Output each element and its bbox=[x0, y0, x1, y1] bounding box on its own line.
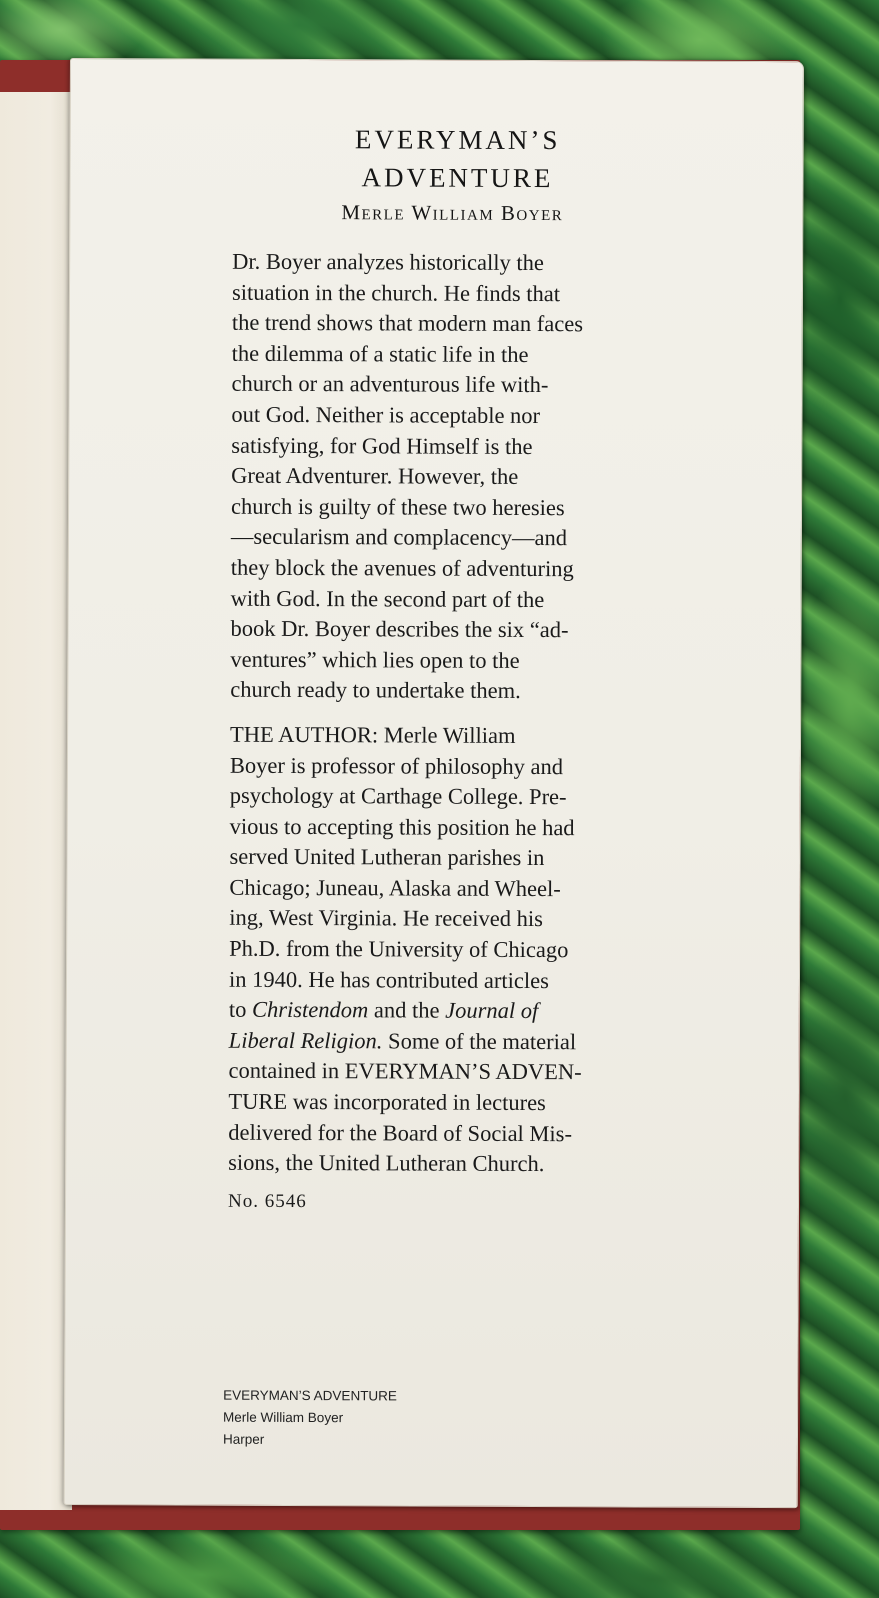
bio-line: contained in EVERYMAN’S ADVEN- bbox=[228, 1058, 582, 1085]
title-line-2: ADVENTURE bbox=[361, 162, 554, 194]
blurb-line: church ready to undertake them. bbox=[230, 677, 521, 704]
blurb-line: the trend shows that modern man faces bbox=[231, 309, 584, 337]
bio-line: Ph.D. from the University of Chicago bbox=[229, 935, 569, 963]
publication-name: Liberal Religion. bbox=[228, 1027, 383, 1054]
bio-line: TURE was incorporated in lectures bbox=[228, 1088, 546, 1116]
blurb-line: satisfying, for God Himself is the bbox=[231, 432, 533, 459]
bio-line: THE AUTHOR: Merle William bbox=[229, 721, 516, 748]
bio-line-with-italics bbox=[229, 995, 669, 1028]
bio-line: delivered for the Board of Social Mis- bbox=[228, 1119, 573, 1146]
bio-text: Some of the material bbox=[382, 1028, 577, 1055]
bio-text: and the bbox=[368, 997, 446, 1023]
bio-line-with-italics bbox=[229, 1026, 669, 1059]
blurb-line: Dr. Boyer analyzes historically the bbox=[232, 248, 544, 276]
flap-content bbox=[228, 120, 673, 1215]
publication-name: Journal of bbox=[445, 997, 539, 1024]
footer-title: EVERYMAN’S ADVENTURE bbox=[223, 1387, 397, 1404]
catalog-number: No. 6546 bbox=[227, 1190, 307, 1212]
dust-jacket-flap bbox=[64, 58, 804, 1508]
blurb-line: with God. In the second part of the bbox=[230, 585, 545, 612]
blurb-line: situation in the church. He finds that bbox=[231, 279, 561, 306]
bio-line: psychology at Carthage College. Pre- bbox=[229, 782, 567, 810]
bio-line: ing, West Virginia. He received his bbox=[229, 905, 543, 932]
blurb-line: out God. Neither is acceptable nor bbox=[231, 401, 541, 429]
title-line-1: EVERYMAN’S bbox=[354, 124, 561, 156]
book-blurb bbox=[230, 247, 672, 708]
blurb-line: —secularism and complacency—and bbox=[230, 524, 568, 551]
blurb-line: Great Adventurer. However, the bbox=[231, 462, 519, 490]
footer-publisher: Harper bbox=[222, 1431, 265, 1447]
blurb-line: ventures” which lies open to the bbox=[230, 646, 520, 673]
publication-name: Christendom bbox=[251, 997, 369, 1023]
book-title bbox=[242, 120, 672, 198]
bio-line: served United Lutheran parishes in bbox=[229, 843, 545, 871]
blurb-line: church is guilty of these two heresies bbox=[230, 493, 565, 520]
book-author: Merle William Boyer bbox=[341, 200, 564, 226]
bio-line: vious to accepting this position he had bbox=[229, 813, 575, 840]
bio-text: to bbox=[228, 996, 253, 1023]
footer-author: Merle William Boyer bbox=[223, 1409, 344, 1426]
blurb-line: book Dr. Boyer describes the six “ad- bbox=[230, 615, 569, 643]
bio-line: Chicago; Juneau, Alaska and Wheel- bbox=[229, 874, 561, 902]
author-biography bbox=[228, 720, 670, 1181]
blurb-line: the dilemma of a static life in the bbox=[231, 340, 529, 367]
blurb-line: church or an adventurous life with- bbox=[231, 371, 549, 398]
bio-line: in 1940. He has contributed articles bbox=[228, 966, 549, 993]
blurb-line: they block the avenues of adventuring bbox=[230, 554, 574, 582]
flap-footer bbox=[223, 1385, 397, 1452]
endpaper bbox=[0, 92, 72, 1510]
bio-line: Boyer is professor of philosophy and bbox=[229, 752, 564, 779]
bio-line: sions, the United Lutheran Church. bbox=[228, 1149, 545, 1177]
